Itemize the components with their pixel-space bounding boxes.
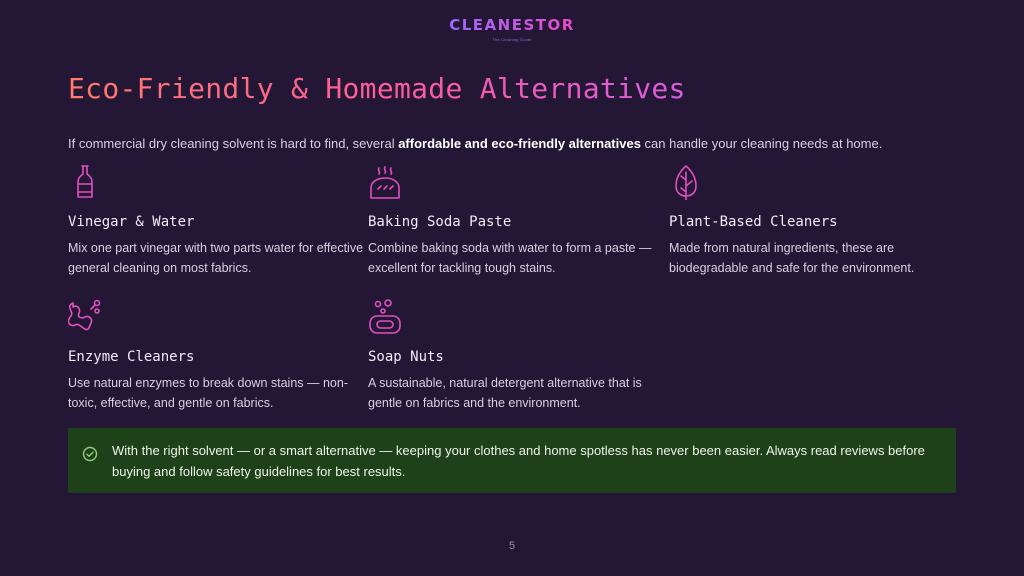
callout-text: With the right solvent — or a smart alternative — keeping your clothes and home spotless has never been easier. Always read reviews before buying and follow safety guidelines for best results. (112, 443, 925, 479)
soap-icon (368, 299, 402, 335)
card-text: Combine baking soda with water to form a paste — excellent for tackling tough stains. (368, 241, 652, 275)
molecule-icon (68, 299, 102, 335)
card-text: A sustainable, natural detergent alternative that is gentle on fabrics and the environment. (368, 376, 642, 410)
brand-logo (0, 16, 1024, 42)
brand-name: CLEANESTOR (449, 16, 575, 34)
card-text: Use natural enzymes to break down stains — non-toxic, effective, and gentle on fabrics. (68, 376, 348, 410)
page-number: 5 (508, 540, 516, 552)
card-title: Vinegar & Water (68, 214, 195, 230)
summary-callout (68, 428, 956, 493)
intro-text: If commercial dry cleaning solvent is hard to find, several affordable and eco-friendly alternatives can handle your cleaning needs at home. (68, 136, 883, 151)
card-title: Plant-Based Cleaners (669, 214, 838, 230)
card-vinegar-water (68, 164, 368, 278)
page-title: Eco-Friendly & Homemade Alternatives (68, 72, 686, 105)
bottle-icon (68, 164, 102, 200)
leaf-icon (669, 164, 703, 200)
card-text: Made from natural ingredients, these are biodegradable and safe for the environment. (669, 241, 915, 275)
card-title: Enzyme Cleaners (68, 349, 195, 365)
bread-icon (368, 164, 402, 200)
card-soap-nuts (368, 299, 668, 413)
card-baking-soda (368, 164, 668, 278)
card-text: Mix one part vinegar with two parts water for effective general cleaning on most fabrics. (68, 241, 364, 275)
check-circle-icon (82, 446, 98, 462)
intro-emphasis: affordable and eco-friendly alternatives (398, 136, 641, 151)
card-enzyme (68, 299, 368, 413)
card-title: Baking Soda Paste (368, 214, 512, 230)
brand-tagline: The Cleaning Guide (492, 37, 532, 42)
card-plant-based (669, 164, 969, 278)
card-title: Soap Nuts (368, 349, 444, 365)
